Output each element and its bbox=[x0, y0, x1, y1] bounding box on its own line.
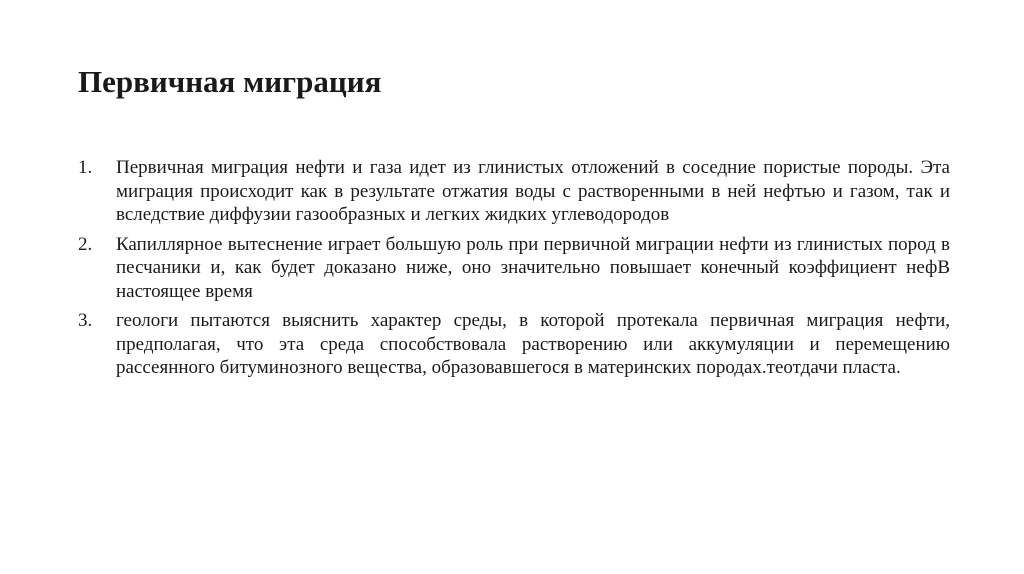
list-item-text: Первичная миграция нефти и газа идет из глинистых отложений в соседние пористые породы. Эта миграция происходит как в результате отжатия воды с растворенными в ней нефтью и газом, так и вследствие диффузии газообразных и легких жидких углеводородов bbox=[116, 157, 950, 225]
list-item bbox=[78, 156, 950, 227]
numbered-list bbox=[78, 156, 950, 380]
slide-title: Первичная миграция bbox=[78, 64, 382, 99]
list-item-number: 2. bbox=[78, 233, 93, 255]
list-item-number: 3. bbox=[78, 310, 93, 331]
list-item-text: Капиллярное вытеснение играет большую роль при первичной миграции нефти из глинистых пород в песчаники и, как будет доказано ниже, оно значительно повышает конечный коэффициент нефВ настоящее время bbox=[116, 233, 950, 302]
list-item bbox=[78, 233, 950, 304]
list-item bbox=[78, 309, 950, 380]
list-item-number: 1. bbox=[78, 157, 93, 178]
list-item-text: геологи пытаются выяснить характер среды, в которой протекала первичная миграция нефти, предполагая, что эта среда способствовала растворению или аккумуляции и перемещению рассеянного битуминозного вещества, образовавшегося в материнских породах.теотдачи пласта. bbox=[116, 310, 950, 378]
